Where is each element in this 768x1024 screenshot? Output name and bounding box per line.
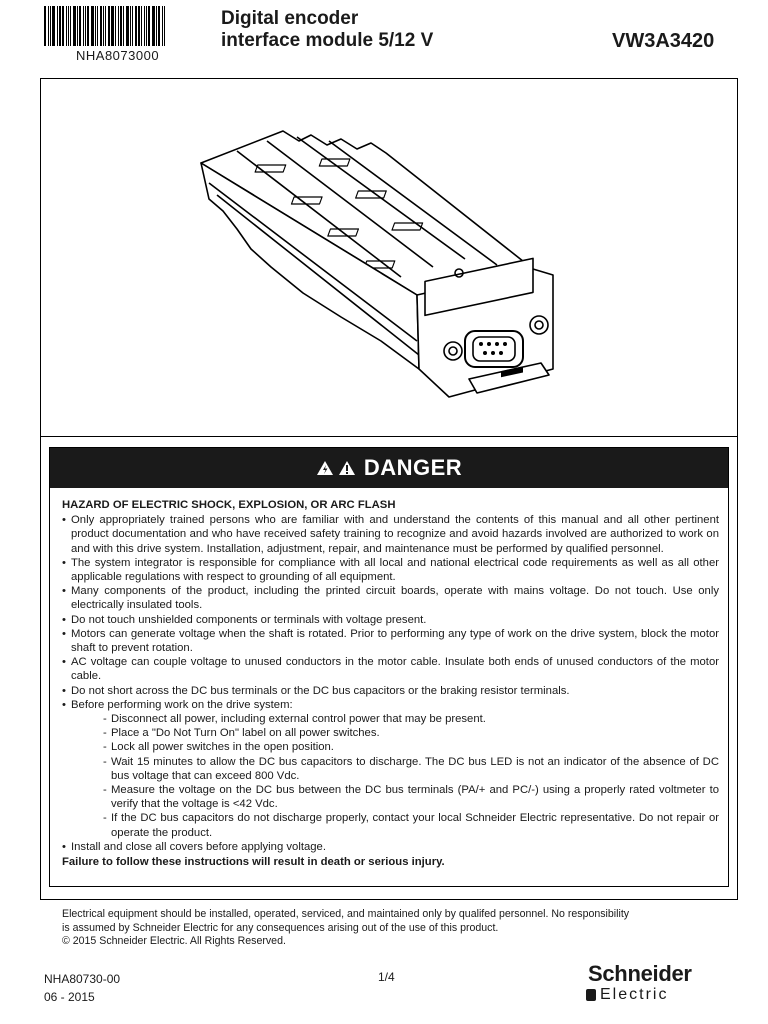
disclaimer xyxy=(62,908,722,949)
list-item: • Motors can generate voltage when the shaft is rotated. Prior to performing any type of work on the drive system, block the motor shaft to prevent rotation. xyxy=(62,627,719,655)
sub-list-item: - Wait 15 minutes to allow the DC bus capacitors to discharge. The DC bus LED is not an indicator of the absence of DC bus voltage that can exceed 800 Vdc. xyxy=(103,755,719,783)
list-item: • Install and close all covers before applying voltage. xyxy=(62,840,719,854)
disclaimer-line: is assumed by Schneider Electric for any consequences arising out of the use of this product. xyxy=(62,921,499,934)
alert-triangle-icon xyxy=(338,460,356,476)
logo-text-schneider: Schneider xyxy=(588,961,692,986)
danger-label: DANGER xyxy=(363,455,463,480)
sub-list-item: - Disconnect all power, including external control power that may be present. xyxy=(103,712,719,726)
sub-list-item: - Lock all power switches in the open position. xyxy=(103,740,719,754)
list-item: • Only appropriately trained persons who are familiar with and understand the contents of this manual and all other pertinent product documentation and who have received safety training to recognize and avoid hazards involved are authorized to work on and with this drive system. Installation, adjustment, repair, and maintenance must be performed by qualified personnel. xyxy=(62,513,719,556)
list-item: • Many components of the product, including the printed circuit boards, operate with mains voltage. Do not touch. Use only electrically insulated tools. xyxy=(62,584,719,612)
logo-text-electric: Electric xyxy=(600,986,736,1004)
encoder-module-illustration xyxy=(41,79,739,437)
list-item: • AC voltage can couple voltage to unused conductors in the motor cable. Insulate both ends of unused conductors of the motor cable. xyxy=(62,655,719,683)
list-item-text: Before performing work on the drive system: xyxy=(71,698,293,711)
doc-number: NHA80730-00 xyxy=(44,972,121,986)
list-item: • Do not touch unshielded components or terminals with voltage present. xyxy=(62,613,719,627)
sub-list xyxy=(71,712,719,840)
doc-date: 06 - 2015 xyxy=(44,990,95,1004)
product-illustration-box xyxy=(40,78,738,436)
footer-doc-info xyxy=(44,970,120,1006)
sub-list-item: - Measure the voltage on the DC bus between the DC bus terminals (PA/+ and PC/-) using a properly rated voltmeter to verify that the voltage is <42 Vdc. xyxy=(103,783,719,811)
product-code: VW3A3420 xyxy=(612,30,715,52)
hazard-title: HAZARD OF ELECTRIC SHOCK, EXPLOSION, OR ARC FLASH xyxy=(62,499,396,511)
danger-section xyxy=(40,436,738,900)
electric-warning-icon xyxy=(316,460,334,476)
barcode xyxy=(44,6,172,46)
danger-icons xyxy=(316,460,356,476)
list-item xyxy=(62,698,719,840)
danger-header xyxy=(50,448,728,488)
safety-list xyxy=(62,513,719,854)
danger-panel xyxy=(49,447,729,887)
barcode-number: NHA8073000 xyxy=(76,48,160,63)
title-line-2: interface module 5/12 V xyxy=(221,30,434,51)
copyright: © 2015 Schneider Electric. All Rights Reserved. xyxy=(62,935,286,947)
schneider-electric-logo xyxy=(588,962,736,1004)
document-title xyxy=(221,8,433,52)
page-number: 1/4 xyxy=(378,970,395,984)
title-line-1: Digital encoder xyxy=(221,8,359,29)
sub-list-item: - Place a "Do Not Turn On" label on all power switches. xyxy=(103,726,719,740)
danger-content xyxy=(62,498,719,869)
failure-warning: Failure to follow these instructions will result in death or serious injury. xyxy=(62,856,445,869)
sub-list-item: - If the DC bus capacitors do not discharge properly, contact your local Schneider Electric representative. Do not repair or operate the product. xyxy=(103,811,719,839)
list-item: • Do not short across the DC bus terminals or the DC bus capacitors or the braking resistor terminals. xyxy=(62,684,719,698)
list-item: • The system integrator is responsible for compliance with all local and national electrical code requirements as well as all other applicable regulations with respect to grounding of all equipment. xyxy=(62,556,719,584)
disclaimer-line: Electrical equipment should be installed, operated, serviced, and maintained only by qualifed personnel. No responsibility xyxy=(62,908,630,920)
